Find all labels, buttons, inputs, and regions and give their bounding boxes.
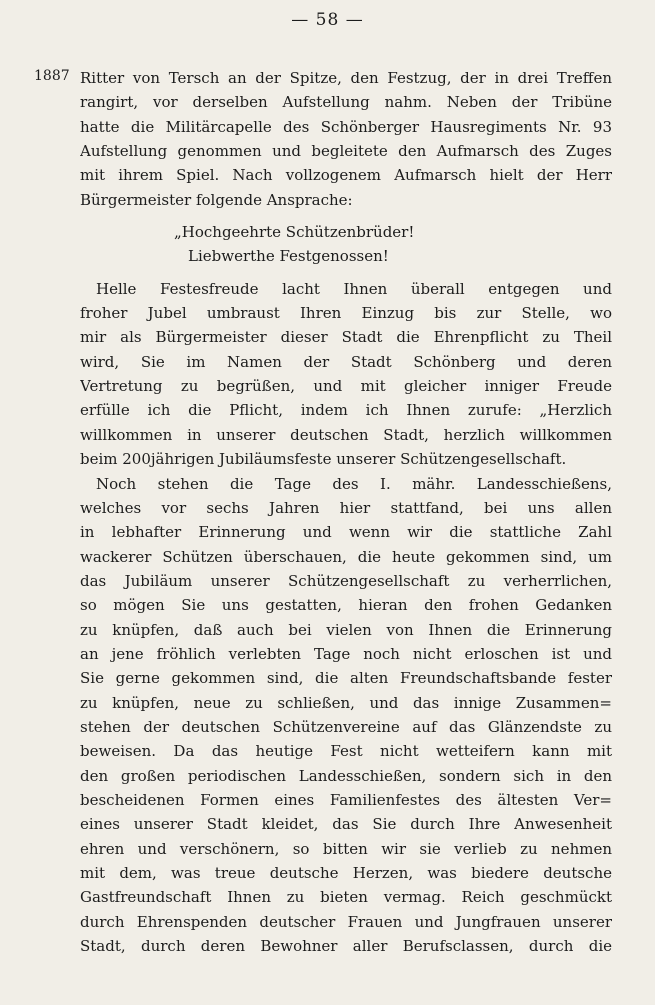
text-line: erfülle ich die Pflicht, indem ich Ihnen zurufe: „Herzlich (80, 401, 612, 420)
text-line: Vertretung zu begrüßen, und mit gleicher inniger Freude (80, 377, 612, 396)
text-line: stehen der deutschen Schützenvereine auf das Glänzendste zu (80, 717, 612, 736)
text-line: Noch stehen die Tage des I. mähr. Landesschießens, (96, 474, 612, 493)
text-line: mit dem, was treue deutsche Herzen, was biedere deutsche (80, 864, 612, 882)
text-line: den großen periodischen Landesschießen, sondern sich in den (80, 766, 612, 785)
text-line: das Jubiläum unserer Schützengesellschaft zu verherrlichen, (80, 571, 612, 590)
text-line: bescheidenen Formen eines Familienfestes des ältesten Ver= (80, 790, 612, 809)
text-line: welches vor sechs Jahren hier stattfand, bei uns allen (80, 498, 612, 517)
paragraph-welcome (80, 277, 612, 472)
text-line: Sie gerne gekommen sind, die alten Freundschaftsbande fester (80, 669, 612, 688)
text-line: Aufstellung genommen und begleitete den Aufmarsch des Zuges (80, 142, 612, 161)
paragraph-memories (80, 472, 612, 959)
page-body (80, 66, 612, 958)
text-line: zu knüpfen, daß auch bei vielen von Ihnen die Erinnerung (80, 620, 612, 639)
text-line: Stadt, durch deren Bewohner aller Berufsclassen, durch die (80, 937, 612, 956)
page-number: — 58 — (291, 10, 364, 30)
text-line: wird, Sie im Namen der Stadt Schönberg und deren (80, 352, 612, 371)
salutation-line: „Hochgeehrte Schützenbrüder! (174, 223, 415, 242)
spacer (80, 212, 612, 220)
text-line: in lebhafter Erinnerung und wenn wir die stattliche Zahl (80, 523, 612, 542)
salutation (80, 220, 612, 269)
intro-paragraph (80, 66, 612, 212)
text-line: wackerer Schützen überschauen, die heute gekommen sind, um (80, 547, 612, 566)
spacer (80, 269, 612, 277)
text-line: beweisen. Da das heutige Fest nicht wetteifern kann mit (80, 742, 612, 761)
text-line: Ritter von Tersch an der Spitze, den Festzug, der in drei Treffen (80, 69, 612, 87)
text-line: mit ihrem Spiel. Nach vollzogenem Aufmarsch hielt der Herr (80, 166, 612, 185)
text-line: Gastfreundschaft Ihnen zu bieten vermag. Reich geschmückt (80, 888, 612, 907)
salutation-line: Liebwerthe Festgenossen! (188, 247, 389, 266)
text-line: eines unserer Stadt kleidet, das Sie durch Ihre Anwesenheit (80, 815, 612, 834)
text-line: ehren und verschönern, so bitten wir sie verlieb zu nehmen (80, 839, 612, 858)
text-line: rangirt, vor derselben Aufstellung nahm. Neben der Tribüne (80, 93, 612, 112)
text-line: zu knüpfen, neue zu schließen, und das innige Zusammen= (80, 693, 612, 712)
text-line: Bürgermeister folgende Ansprache: (80, 190, 353, 209)
text-line: beim 200jährigen Jubiläumsfeste unserer Schützengesellschaft. (80, 450, 567, 469)
text-line: mir als Bürgermeister dieser Stadt die Ehrenpflicht zu Theil (80, 328, 612, 347)
text-line: durch Ehrenspenden deutscher Frauen und Jungfrauen unserer (80, 912, 612, 931)
text-line: Helle Festesfreude lacht Ihnen überall entgegen und (96, 279, 612, 298)
text-line: an jene fröhlich verlebten Tage noch nicht erloschen ist und (80, 644, 612, 663)
text-line: hatte die Militärcapelle des Schönberger Hausregiments Nr. 93 (80, 117, 612, 136)
text-line: so mögen Sie uns gestatten, hieran den frohen Gedanken (80, 596, 612, 615)
text-line: froher Jubel umbraust Ihren Einzug bis zur Stelle, wo (80, 304, 612, 323)
margin-year: 1887 (34, 68, 70, 84)
text-line: willkommen in unserer deutschen Stadt, herzlich willkommen (80, 425, 612, 444)
